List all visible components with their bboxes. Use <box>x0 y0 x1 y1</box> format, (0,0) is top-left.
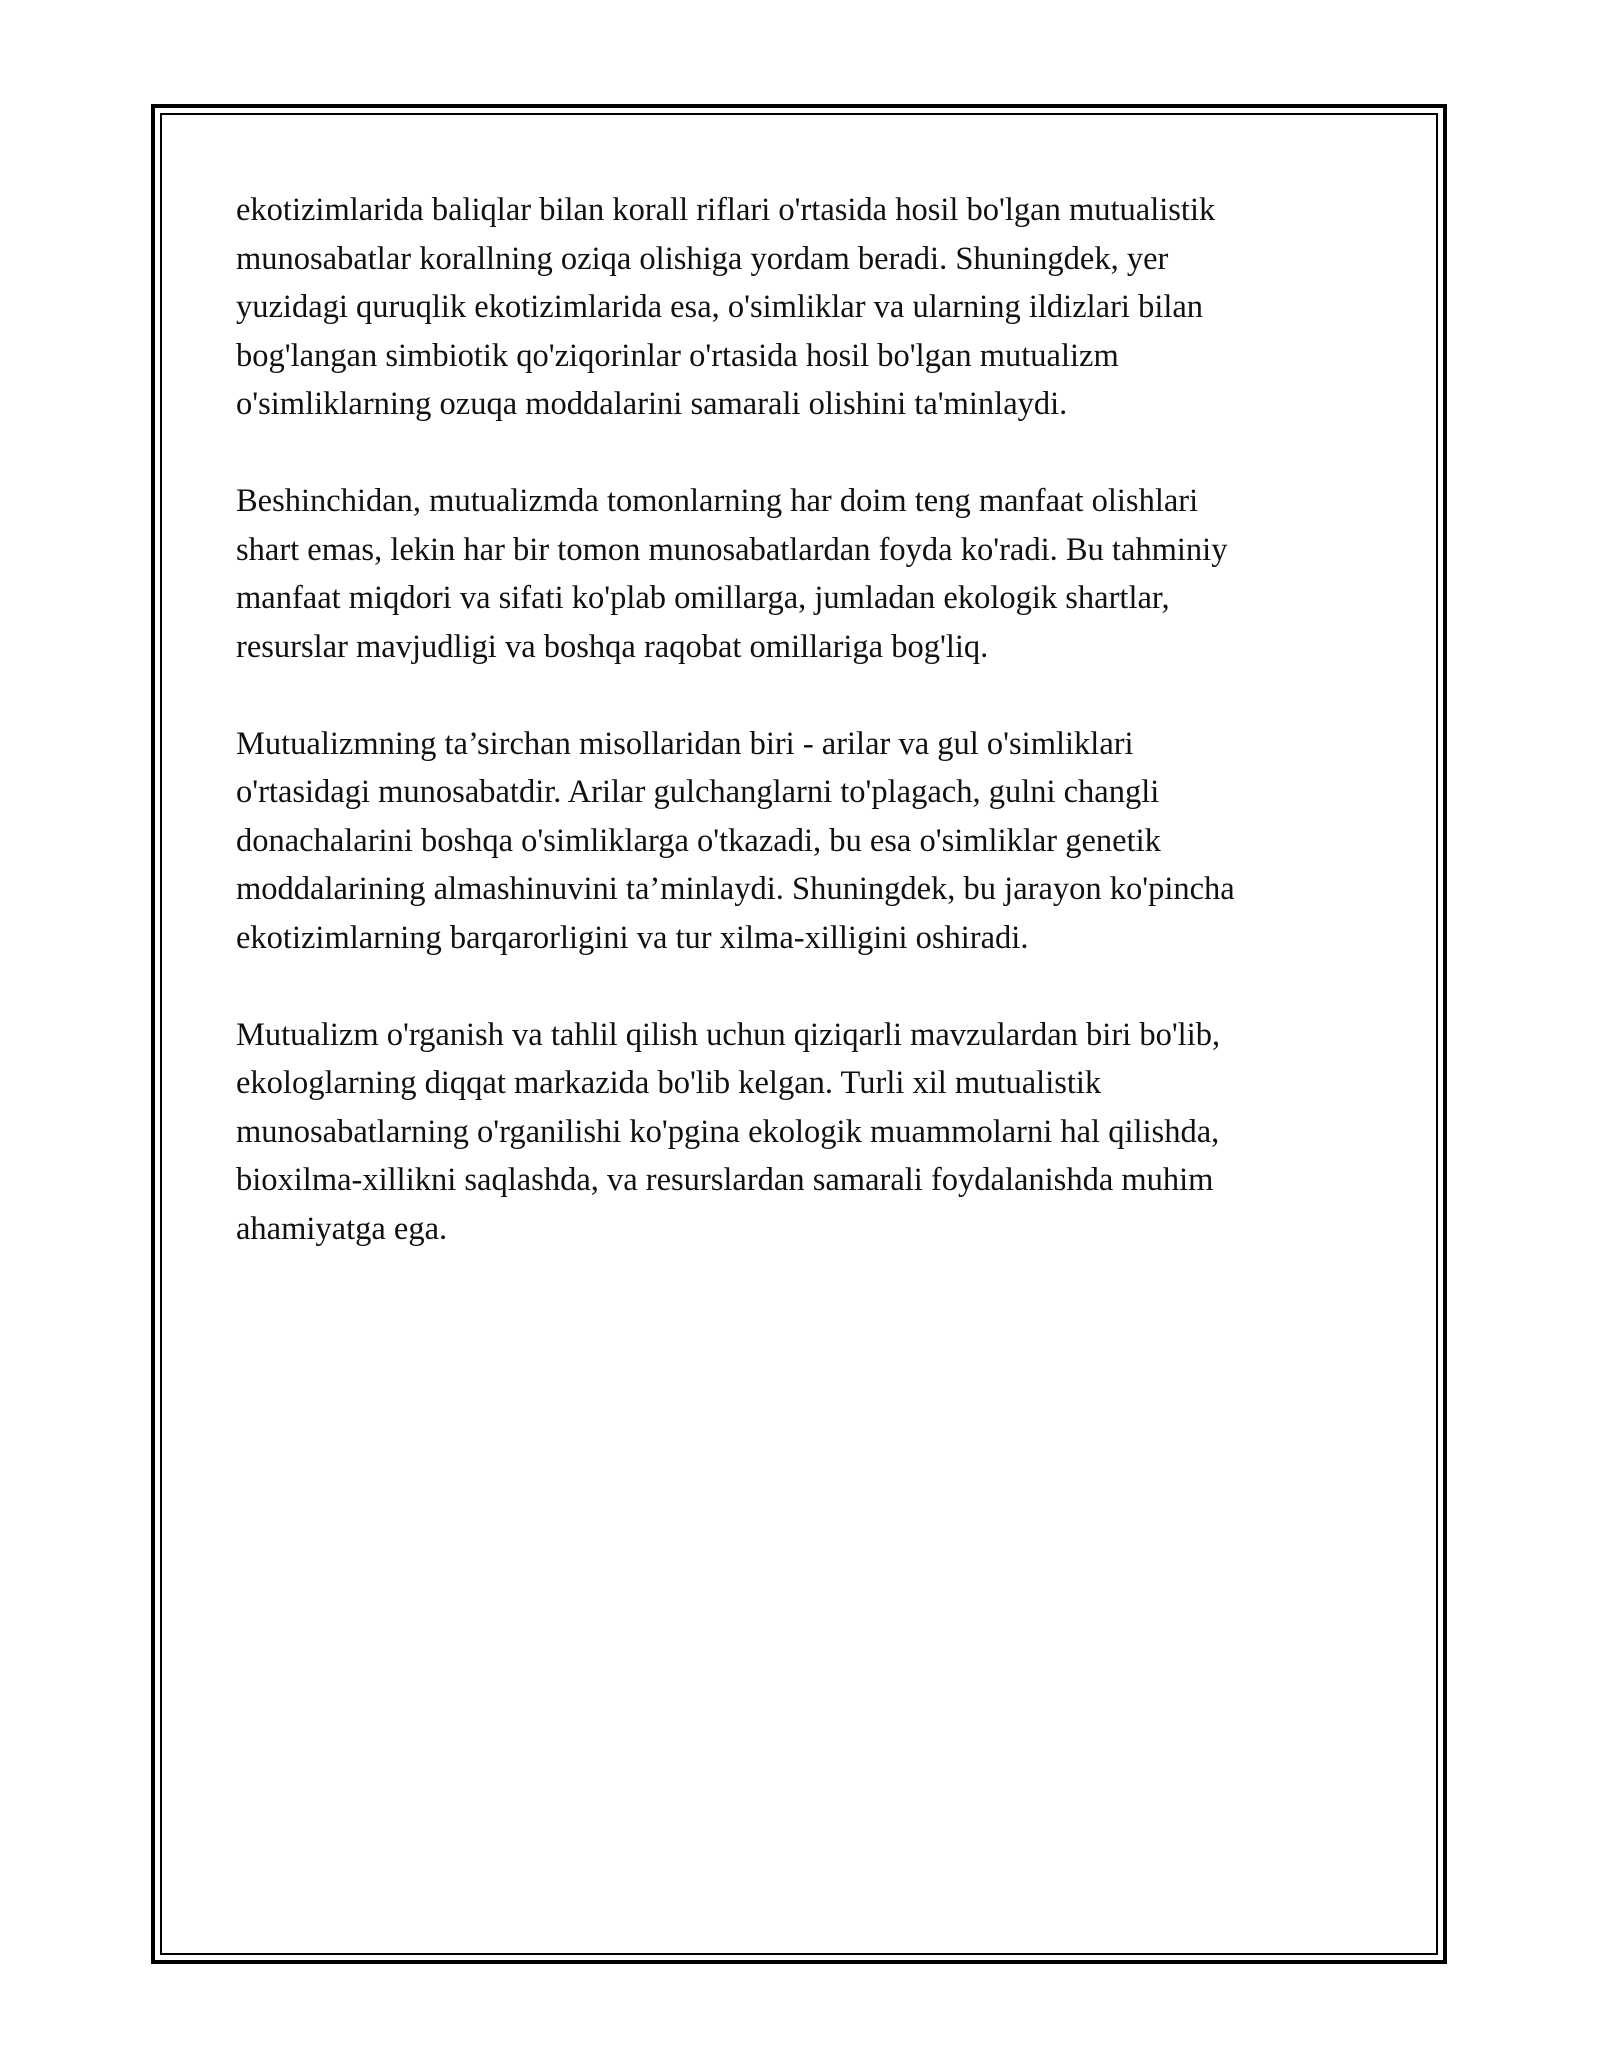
paragraph-3 <box>236 720 1386 963</box>
document-body <box>236 186 1386 1302</box>
text-line: o'rtasidagi munosabatdir. Arilar gulchanglarni to'plagach, gulni changli <box>236 774 1160 810</box>
text-line: moddalarining almashinuvini ta’minlaydi. Shuningdek, bu jarayon ko'pincha <box>236 871 1235 907</box>
text-line: manfaat miqdori va sifati ko'plab omillarga, jumladan ekologik shartlar, <box>236 580 1170 616</box>
text-line: resurslar mavjudligi va boshqa raqobat omillariga bog'liq. <box>236 628 989 665</box>
text-line: munosabatlar korallning oziqa olishiga yordam beradi. Shuningdek, yer <box>236 240 1169 277</box>
paragraph-1 <box>236 186 1386 429</box>
text-line: bog'langan simbiotik qo'ziqorinlar o'rtasida hosil bo'lgan mutualizm <box>236 337 1119 374</box>
text-line: o'simliklarning ozuqa moddalarini samarali olishini ta'minlaydi. <box>236 386 1068 422</box>
paragraph-4 <box>236 1011 1386 1254</box>
text-line: ekologlarning diqqat markazida bo'lib kelgan. Turli xil mutualistik <box>236 1065 1102 1101</box>
text-line: munosabatlarning o'rganilishi ko'pgina ekologik muammolarni hal qilishda, <box>236 1113 1220 1150</box>
text-line: ekotizimlarida baliqlar bilan korall riflari o'rtasida hosil bo'lgan mutualistik <box>236 192 1216 228</box>
text-line: Mutualizm o'rganish va tahlil qilish uchun qiziqarli mavzulardan biri bo'lib, <box>236 1016 1221 1053</box>
text-line: Beshinchidan, mutualizmda tomonlarning har doim teng manfaat olishlari <box>236 483 1199 519</box>
text-line: shart emas, lekin har bir tomon munosabatlardan foyda ko'radi. Bu tahminiy <box>236 531 1228 568</box>
text-line: yuzidagi quruqlik ekotizimlarida esa, o'simliklar va ularning ildizlari bilan <box>236 289 1204 325</box>
text-line: Mutualizmning ta’sirchan misollaridan biri - arilar va gul o'simliklari <box>236 725 1134 762</box>
text-line: ahamiyatga ega. <box>236 1210 448 1247</box>
paragraph-2 <box>236 477 1386 671</box>
text-line: donachalarini boshqa o'simliklarga o'tkazadi, bu esa o'simliklar genetik <box>236 822 1161 859</box>
text-line: ekotizimlarning barqarorligini va tur xilma-xilligini oshiradi. <box>236 919 1029 956</box>
text-line: bioxilma-xillikni saqlashda, va resurslardan samarali foydalanishda muhim <box>236 1162 1214 1198</box>
